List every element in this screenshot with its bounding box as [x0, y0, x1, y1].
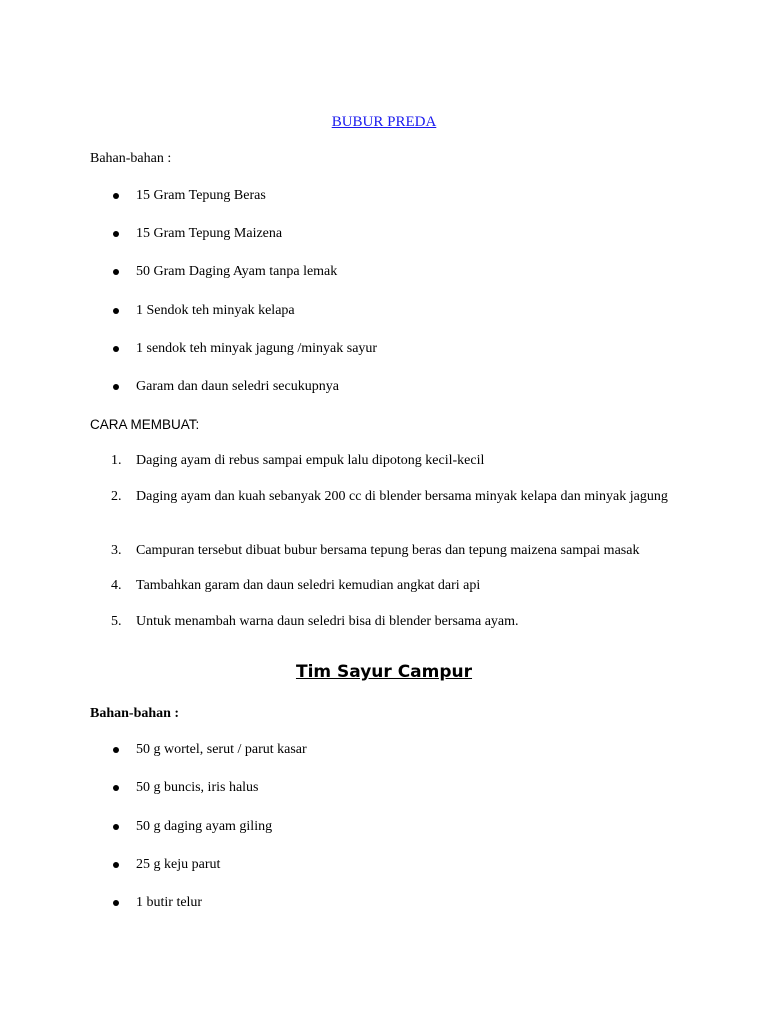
step-text: Daging ayam di rebus sampai empuk lalu dipotong kecil-kecil [136, 453, 485, 468]
bullet-icon [113, 900, 119, 906]
ingredients-label-2: Bahan-bahan : [90, 706, 180, 721]
recipe-title-bubur-preda: BUBUR PREDA [331, 114, 437, 130]
ingredient-text: Garam dan daun seledri secukupnya [136, 379, 339, 394]
bullet-icon [113, 193, 119, 199]
recipe-title-tim-sayur-campur: Tim Sayur Campur [295, 662, 473, 682]
step-text: Campuran tersebut dibuat bubur bersama tepung beras dan tepung maizena sampai masak [136, 543, 640, 558]
step-number: 4. [111, 578, 122, 593]
step-number: 5. [111, 614, 122, 629]
bullet-icon [113, 862, 119, 868]
method-label: CARA MEMBUAT: [90, 417, 200, 432]
ingredients-label: Bahan-bahan : [90, 151, 172, 166]
ingredient-text: 50 Gram Daging Ayam tanpa lemak [136, 264, 338, 279]
step-text: Daging ayam dan kuah sebanyak 200 cc di blender bersama minyak kelapa dan minyak jagung [136, 489, 668, 504]
step-text: Tambahkan garam dan daun seledri kemudian angkat dari api [136, 578, 481, 593]
bullet-icon [113, 384, 119, 390]
bullet-icon [113, 269, 119, 275]
ingredient-text: 50 g daging ayam giling [136, 819, 273, 834]
ingredient-text: 15 Gram Tepung Maizena [136, 226, 283, 241]
step-number: 2. [111, 489, 122, 504]
bullet-icon [113, 231, 119, 237]
bullet-icon [113, 747, 119, 753]
bullet-icon [113, 824, 119, 830]
bullet-icon [113, 785, 119, 791]
ingredient-text: 25 g keju parut [136, 857, 221, 872]
ingredient-text: 1 Sendok teh minyak kelapa [136, 303, 295, 318]
step-number: 3. [111, 543, 122, 558]
step-text: Untuk menambah warna daun seledri bisa di blender bersama ayam. [136, 614, 519, 629]
ingredient-text: 50 g wortel, serut / parut kasar [136, 742, 307, 757]
ingredient-text: 1 sendok teh minyak jagung /minyak sayur [136, 341, 378, 356]
ingredient-text: 15 Gram Tepung Beras [136, 188, 266, 203]
bullet-icon [113, 346, 119, 352]
bullet-icon [113, 308, 119, 314]
ingredient-text: 50 g buncis, iris halus [136, 780, 259, 795]
step-number: 1. [111, 453, 122, 468]
ingredient-text: 1 butir telur [136, 895, 203, 910]
